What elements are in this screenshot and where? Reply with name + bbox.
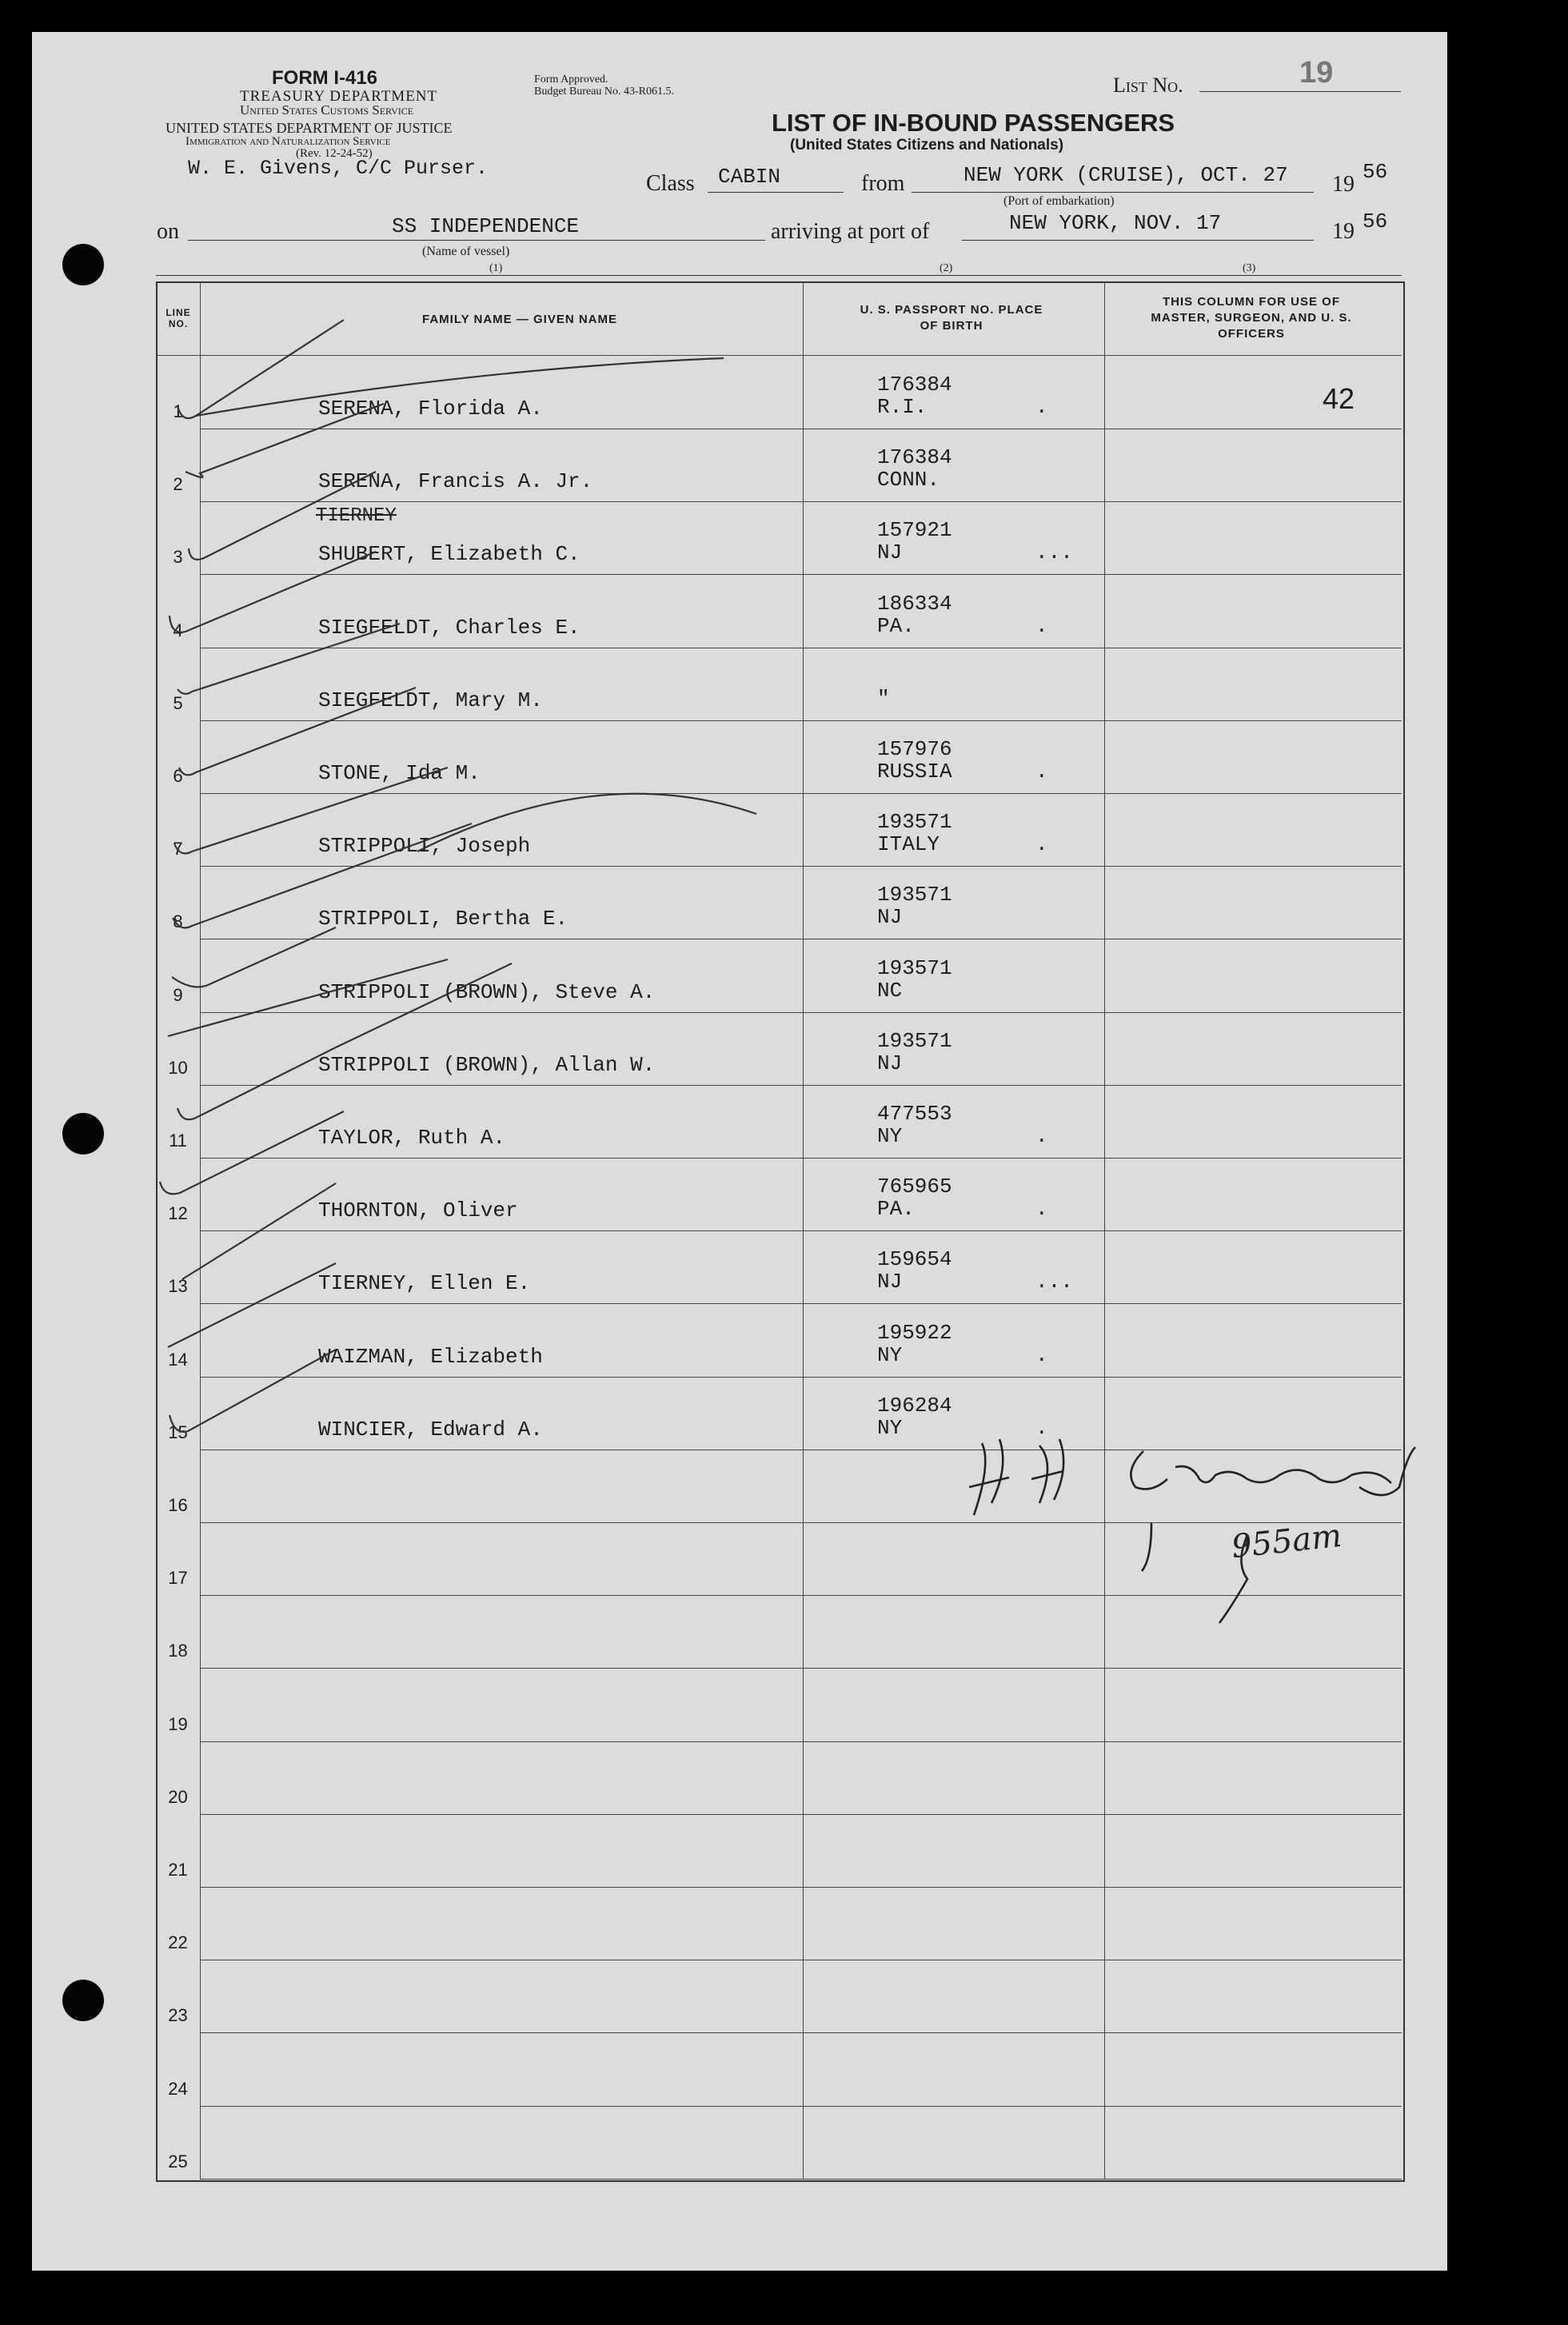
form-ins: Immigration and Naturalization Service [186, 135, 391, 148]
col-head-passport: U. S. PASSPORT NO. PLACE OF BIRTH [860, 303, 1043, 333]
arrival-value: NEW YORK, NOV. 17 [1009, 211, 1222, 235]
port-embark-caption: (Port of embarkation) [1003, 194, 1115, 208]
signature-time: 955am [1229, 1517, 1344, 1566]
line-number: 18 [168, 1641, 188, 1661]
checkmark [170, 1350, 336, 1432]
checkmark [179, 688, 416, 775]
form-approved: Form Approved. [534, 74, 608, 86]
passport-number: 193571 [877, 1028, 952, 1053]
list-no-value: 19 [1299, 56, 1334, 90]
form-number: FORM I-416 [272, 67, 378, 89]
checkmark [170, 552, 376, 632]
mark-dots: . [1035, 613, 1048, 638]
place-of-birth: ITALY [877, 832, 940, 857]
passenger-name: SERENA, Francis A. Jr. [318, 469, 593, 494]
line-number: 17 [168, 1568, 188, 1589]
place-of-birth: NY [877, 1415, 903, 1440]
line-number: 15 [168, 1422, 188, 1442]
passenger-name: WAIZMAN, Elizabeth [318, 1344, 543, 1369]
arriving-label: arriving at port of [771, 219, 930, 244]
checkmark [186, 404, 384, 477]
line-number: 24 [168, 2078, 188, 2099]
inspector-signature [980, 1431, 1453, 1483]
form-customs: United States Customs Service [240, 102, 414, 118]
passenger-name: SIEGFELDT, Charles E. [318, 615, 581, 640]
line-number: 10 [168, 1057, 188, 1078]
year-prefix: 19 [1332, 219, 1355, 244]
col-head-line: LINE NO. [166, 307, 191, 329]
checkmark [178, 624, 400, 694]
line-number: 16 [168, 1495, 188, 1515]
line-number: 20 [168, 1786, 188, 1807]
line-number: 1 [173, 401, 183, 421]
passport-number: 477553 [877, 1102, 952, 1126]
place-of-birth: PA. [877, 1197, 915, 1222]
line-number: 25 [168, 2151, 188, 2171]
line-number: 5 [173, 692, 183, 713]
line-number: 12 [168, 1203, 188, 1224]
struck-out-name: TIERNEY [316, 505, 397, 527]
from-value: NEW YORK (CRUISE), OCT. 27 [964, 163, 1288, 187]
year-prefix: 19 [1332, 172, 1355, 197]
passenger-name: SHUBERT, Elizabeth C. [318, 542, 581, 567]
line-number: 21 [168, 1860, 188, 1880]
line-number: 13 [168, 1276, 188, 1297]
checkmark [178, 320, 344, 418]
form-budget: Budget Bureau No. 43-R061.5. [534, 86, 674, 98]
checkmark [196, 358, 724, 416]
form-doj: UNITED STATES DEPARTMENT OF JUSTICE [166, 120, 453, 136]
checkmark [182, 1183, 336, 1279]
line-number: 19 [168, 1713, 188, 1734]
passenger-name: SIEGFELDT, Mary M. [318, 688, 543, 712]
mark-dots: . [1035, 1342, 1048, 1367]
from-label: from [861, 171, 905, 196]
line-number: 3 [173, 547, 183, 568]
passenger-name: WINCIER, Edward A. [318, 1417, 543, 1442]
line-number: 22 [168, 1932, 188, 1953]
passenger-name: TAYLOR, Ruth A. [318, 1126, 506, 1150]
mark-dots: . [1035, 1415, 1048, 1440]
passenger-name: STRIPPOLI (BROWN), Steve A. [318, 979, 656, 1004]
mark-dots: . [1035, 832, 1048, 857]
checkmark [172, 927, 336, 987]
mark-dots: . [1035, 395, 1048, 419]
officer-note: 42 [1323, 382, 1355, 415]
col-num-2: (2) [940, 262, 953, 274]
passport-number: 157976 [877, 737, 952, 761]
col-head-name: FAMILY NAME — GIVEN NAME [421, 313, 618, 326]
passenger-name: TIERNEY, Ellen E. [318, 1271, 531, 1296]
line-number: 6 [173, 766, 183, 786]
line-number: 2 [173, 474, 183, 495]
place-of-birth: CONN. [877, 468, 940, 493]
passport-number: 193571 [877, 810, 952, 835]
passport-number: 157921 [877, 518, 952, 543]
purser-line: W. E. Givens, C/C Purser. [188, 157, 489, 180]
list-no-label: List No. [1113, 74, 1183, 97]
mark-dots: . [1035, 760, 1048, 784]
line-number: 9 [173, 984, 183, 1005]
mark-dots: . [1035, 1124, 1048, 1148]
place-of-birth: NY [877, 1124, 903, 1148]
col-head-officers: THIS COLUMN FOR USE OF MASTER, SURGEON, AND U. S. OFFICERS [1151, 295, 1352, 341]
place-of-birth: NJ [877, 1051, 903, 1075]
checkmark [168, 959, 448, 1036]
mark-dots: ... [1035, 540, 1073, 565]
on-label: on [157, 219, 179, 244]
line-number: 23 [168, 2005, 188, 2026]
passport-number: 186334 [877, 591, 952, 616]
passport-number: 765965 [877, 1174, 952, 1199]
line-number: 14 [168, 1349, 188, 1370]
vessel-caption: (Name of vessel) [422, 245, 510, 258]
passenger-name: STRIPPOLI (BROWN), Allan W. [318, 1052, 656, 1077]
col-num-1: (1) [489, 262, 503, 274]
checkmark [178, 1047, 336, 1119]
passport-number: 193571 [877, 955, 952, 980]
year-value: 56 [1363, 160, 1388, 184]
checkmark [168, 1263, 336, 1347]
place-of-birth: NJ [877, 1270, 903, 1294]
place-of-birth: PA. [877, 613, 915, 638]
checkmark [174, 768, 448, 853]
page-title: LIST OF IN-BOUND PASSENGERS [772, 109, 1175, 137]
checkmark [160, 1111, 344, 1194]
passport-number: 176384 [877, 445, 952, 470]
passport-number: 195922 [877, 1320, 952, 1345]
class-value: CABIN [718, 165, 781, 189]
passenger-name: STRIPPOLI, Joseph [318, 834, 531, 859]
place-of-birth: NY [877, 1342, 903, 1367]
col-num-3: (3) [1243, 262, 1256, 274]
checkmark [336, 963, 512, 1047]
place-of-birth: RUSSIA [877, 760, 952, 784]
line-number: 8 [173, 911, 183, 932]
class-label: Class [646, 171, 695, 196]
vessel-name: SS INDEPENDENCE [392, 214, 580, 238]
place-of-birth: R.I. [877, 395, 928, 419]
passport-number: 196284 [877, 1393, 952, 1418]
passenger-name: STRIPPOLI, Bertha E. [318, 907, 569, 931]
line-number: 11 [169, 1131, 187, 1151]
place-of-birth: NC [877, 978, 903, 1003]
mark-dots: ... [1035, 1270, 1073, 1294]
place-of-birth: NJ [877, 905, 903, 930]
passport-number: 159654 [877, 1247, 952, 1272]
place-of-birth: NJ [877, 540, 903, 565]
checkmarks [160, 320, 756, 1432]
checkmark [173, 824, 472, 927]
form-dept: TREASURY DEPARTMENT [240, 88, 438, 105]
form-rev: (Rev. 12-24-52) [296, 147, 373, 160]
line-number: 7 [173, 839, 183, 859]
passenger-name: THORNTON, Oliver [318, 1198, 518, 1223]
passenger-name: SERENA, Florida A. [318, 397, 543, 421]
checkmark [417, 794, 756, 851]
passport-number: 193571 [877, 883, 952, 907]
place-of-birth: " [877, 686, 890, 711]
year-value: 56 [1363, 209, 1388, 233]
page-subtitle: (United States Citizens and Nationals) [790, 137, 1064, 154]
passport-number: 176384 [877, 373, 952, 397]
mark-dots: . [1035, 1197, 1048, 1222]
passenger-name: STONE, Ida M. [318, 761, 481, 785]
line-number: 4 [173, 620, 183, 640]
